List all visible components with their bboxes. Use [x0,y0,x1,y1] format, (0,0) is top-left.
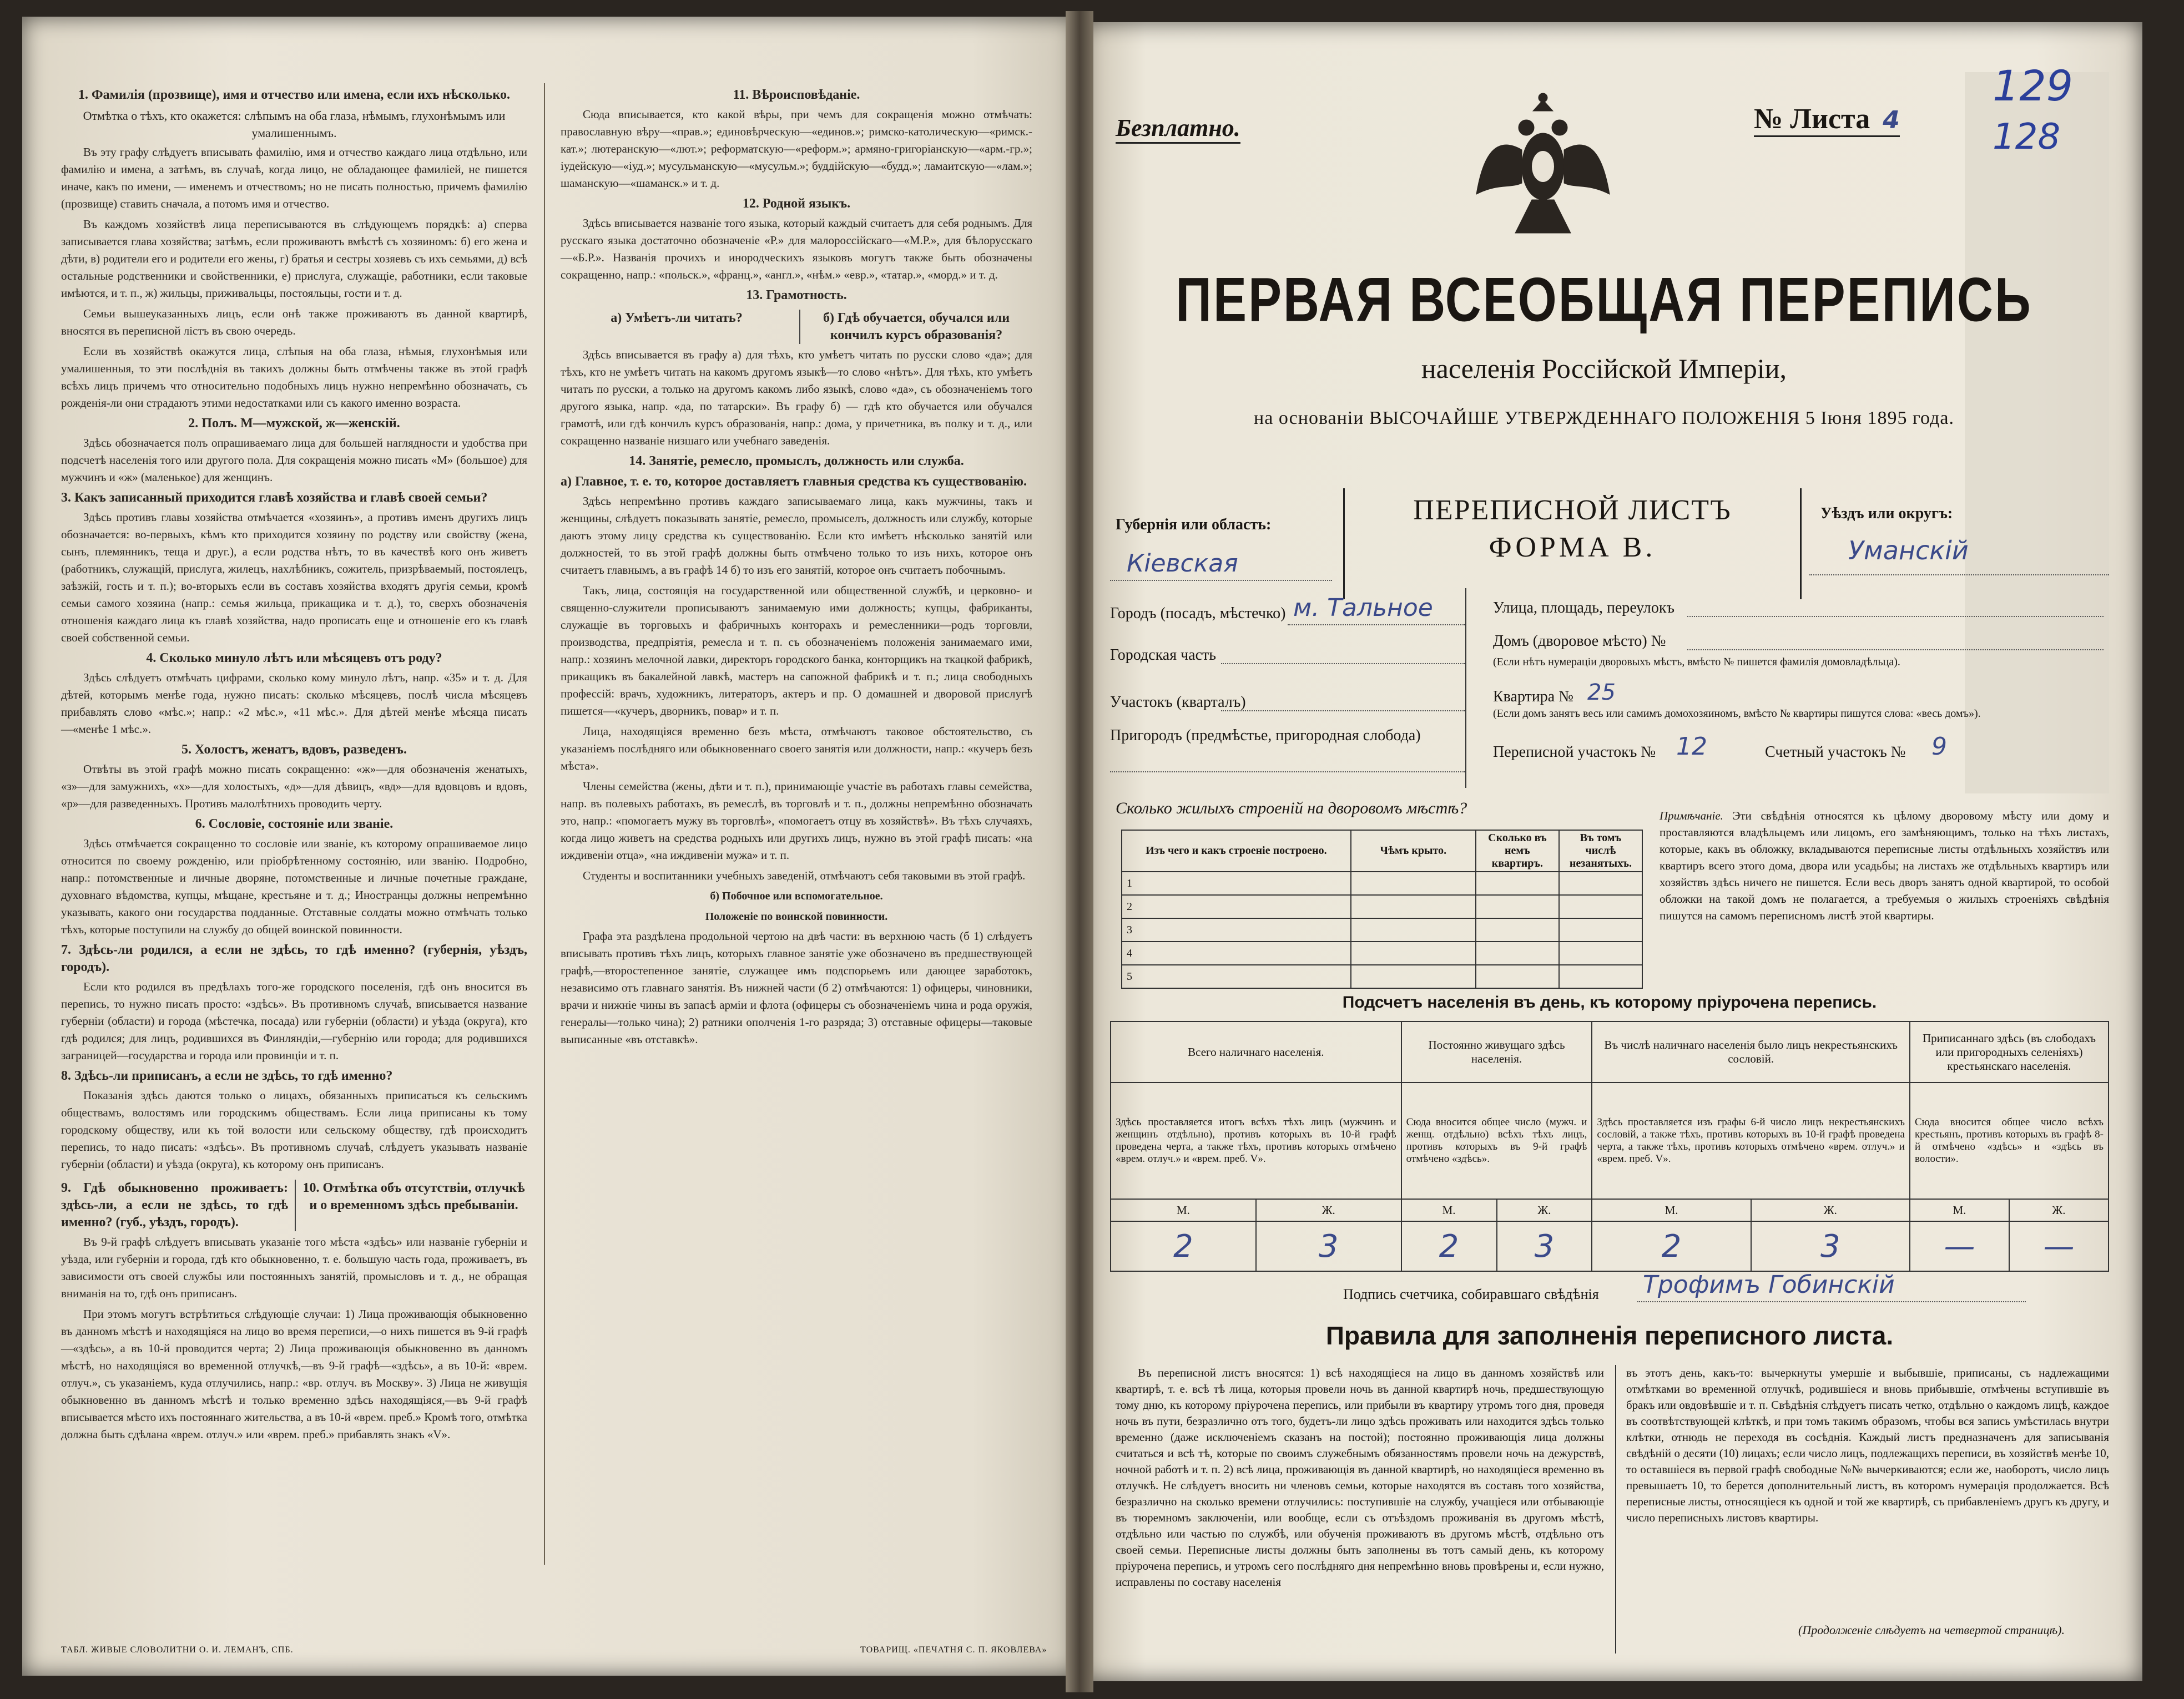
sex-male-header: М. [1592,1199,1751,1221]
section-14-title: 14. Занятіе, ремесло, промыслъ, должность или служба. [629,454,964,468]
underlying-sheet-edge [1965,72,2109,793]
left-column-2 [561,83,1032,1051]
section-9-title: 9. Гдѣ обыкновенно проживаетъ: здѣсь-ли, а если не здѣсь, то гдѣ именно? (губ., уѣздъ, городъ). [61,1181,288,1230]
count-heading: Подсчетъ населенія въ день, къ которому пріурочена перепись. [1342,993,1877,1012]
city-part-line [1221,663,1465,664]
suburb-label: Пригородъ (предмѣстье, пригородная слобода) [1110,727,1421,744]
count-description: Сюда вносится общее число всѣхъ крестьянъ, противъ которыхъ въ графѣ 8-й отмѣчено «здѣсь» и «здѣсь въ волости». [1910,1083,2109,1199]
counter-precinct-value: 9 [1931,732,1947,761]
house-line [1687,649,2104,650]
section-8-title: 8. Здѣсь-ли приписанъ, а если не здѣсь, то гдѣ именно? [61,1069,393,1083]
sheet-number-label [1754,103,1900,137]
section-14-text: Студенты и воспитанники учебныхъ заведеній, отмѣчаютъ себя таковыми въ этой графѣ. [583,869,1026,882]
form-title: ПЕРЕПИСНОЙ ЛИСТЪ [1413,494,1732,526]
imperial-eagle-icon [1471,83,1615,250]
county-label: Уѣздъ или округъ: [1820,505,1953,522]
section-14a-title: а) Главное, т. е. то, которое доставляетъ главныя средства къ существованію. [561,474,1027,489]
count-header: Всего наличнаго населенія. [1111,1022,1401,1083]
section-13-title: 13. Грамотность. [746,288,847,302]
section-2-title: 2. Полъ. М—мужской, ж—женскій. [188,416,400,431]
sheet-number-value: 4 [1883,106,1900,134]
section-5-title: 5. Холостъ, женатъ, вдовъ, разведенъ. [181,742,407,757]
census-subtitle: населенія Россійской Имперіи, [1421,353,1787,384]
printer-footer-left: ТАБЛ. ЖИВЫЕ СЛОВОЛИТНИ О. И. ЛЕМАНЪ, СПБ. [61,1645,294,1655]
section-7-text: Если кто родился въ предѣлахъ того-же городского поселенія, гдѣ онъ вносится въ перепись, то нужно писать просто: «здѣсь». Въ противномъ случаѣ, вписывается название губерніи (области) и города (мѣстечка, посада) или губерніи (области) и уѣзда (округа), кто гдѣ родился; для лицъ, родившихся въ Финляндіи,—губернію или города; для родившихся заграницей—государства и города или провинціи и т. п. [61,980,527,1062]
province-line [1110,580,1332,581]
book-gutter [1066,11,1093,1692]
buildings-note [1660,807,2109,924]
town-value: м. Тальное [1293,594,1433,622]
section-1-text: Въ эту графу слѣдуетъ вписывать фамилію, имя и отчество каждаго лица отдѣльно, или фамилію и имена, а затѣмъ, въ случаѣ, когда лицо, не обладающее фамиліей, не пишется иначе, какъ по имени, — именемъ и отчествомъ; но не писать полностью, причемъ фамилію (прозвище) ставить сначала, а потомъ имя и отчество. [61,145,527,210]
apartment-label: Квартира № [1493,688,1573,705]
buildings-row-number: 5 [1122,965,1351,988]
population-count-table [1110,1021,2109,1272]
section-11-title: 11. Вѣроисповѣданіе. [733,88,860,102]
count-description: Здѣсь проставляется итогъ всѣхъ тѣхъ лицъ (мужчинъ и женщинъ отдѣльно), противъ которыхъ въ 10-й графѣ проведена черта, а также тѣхъ, противъ которыхъ отмѣчено «врем. отлуч.» и «врем. преб. V». [1111,1083,1401,1199]
section-14-text: Члены семейства (жены, дѣти и т. п.), принимающіе участіе въ работахъ главы семейства, напр. въ полевыхъ работахъ, въ ремеслѣ, въ торговлѣ и т. п., должны непремѣнно обозначать это, напр.: «помогаетъ мужу въ торговлѣ», «помогаетъ отцу въ хозяйствѣ». Въ тѣхъ случаяхъ, когда лицо живетъ на средства родныхъ или другихъ лицъ, нужно въ этой графѣ писать: «на иждивеніи отца», «на иждивеніи мужа» и т. п. [561,780,1032,862]
address-divider [1465,588,1466,788]
counter-precinct-label: Счетный участокъ № [1765,744,1906,761]
column-divider [544,83,545,1565]
rules-divider [1615,1365,1616,1654]
form-subtitle: ФОРМА В. [1489,532,1656,563]
section-9-text: При этомъ могутъ встрѣтиться слѣдующіе случаи: 1) Лица проживающія обыкновенно въ данномъ мѣстѣ и находящіяся на лицо во время переписи,—о нихъ пишется въ 9-й графѣ—«здѣсь», а въ 10-й проводится черта; 2) Лица проживающія обыкновенно въ данномъ мѣстѣ, но находящіяся во временной отлучкѣ,—въ 9-й графѣ—«здѣсь», а въ 10-й: «врем. отлуч.», съ указаніемъ, куда отлучились, напр.: «вр. отлуч. въ Москву». 3) Лица не живущія обыкновенно въ данномъ мѣстѣ и только временно здѣсь находящіяся,—въ 9-й графѣ вписывается мѣсто ихъ постояннаго жительства, а въ 10-й «врем. преб.» Кромѣ того, отмѣтка должна быть сдѣлана «врем. отлуч.» или «врем. преб.» прибавлять знакъ «V». [61,1307,527,1441]
note-title: Примѣчаніе. [1660,809,1723,822]
signature-line [1637,1301,2026,1302]
form-box [1343,488,1802,599]
section-10-title: 10. Отмѣтка объ отсутствіи, отлучкѣ и о временномъ здѣсь пребываніи. [295,1180,527,1231]
count-header: Постоянно живущаго здѣсь населенія. [1401,1022,1592,1083]
count-header: Приписаннаго здѣсь (въ слободахъ или пригородныхъ селеніяхъ) крестьянскаго населенія. [1910,1022,2109,1083]
count-header: Въ числѣ наличнаго населенія было лицъ некрестьянскихъ сословій. [1592,1022,1910,1083]
section-14b-title: б) Побочное или вспомогательное. [710,890,883,902]
count-description: Сюда вносится общее число (мужч. и женщ. отдѣльно) всѣхъ тѣхъ лицъ, противъ которыхъ въ 9-й графѣ отмѣчено «здѣсь». [1401,1083,1592,1199]
section-2-text: Здѣсь обозначается полъ опрашиваемаго лица для большей наглядности и удобства при подсчетѣ населенія того или другого пола. Для сокращенія можно писать «М» (большое) для мужчинъ и «ж» (маленькое) для женщинъ. [61,436,527,484]
sex-female-header: Ж. [1751,1199,1910,1221]
sex-female-header: Ж. [1497,1199,1592,1221]
section-12-text: Здѣсь вписывается названіе того языка, который каждый считаетъ для себя роднымъ. Для русскаго языка достаточно обозначеніе «Р.» для малороссійскаго—«М.Р.», для бѣлорусскаго—«Б.Р.». Названія прочихъ и инородческихъ языковъ могутъ также быть обозначены сокращенно, напр.: «польск.», «франц.», «англ.», «нѣм.» «евр.», «татар.», «морд.» и т. д. [561,216,1032,281]
count-value: 2 [1592,1221,1751,1271]
count-value: 3 [1751,1221,1910,1271]
precinct-label: Участокъ (кварталъ) [1110,694,1246,711]
town-line [1288,624,1465,625]
section-14-military-note: Положеніе по воинской повинности. [705,911,888,923]
sex-male-header: М. [1910,1199,2009,1221]
street-label: Улица, площадь, переулокъ [1493,599,1674,616]
precinct-line [1221,710,1465,711]
section-14-text: Графа эта раздѣлена продольной чертою на двѣ части: въ верхнюю часть (б 1) слѣдуетъ вписывать противъ тѣхъ лицъ, которыхъ главное занятіе уже обозначено въ предшествующей графѣ,—второстепенное занятіе, служащее имъ подспорьемъ или дающее заработокъ, независимо отъ главнаго занятія. Въ нижней части (б 2) отмѣчаются: 1) офицеры, чиновники, врачи и нижніе чины въ запасѣ арміи и флота (офицеры съ обозначеніемъ чина и рода оружія, генералы—только чина); 2) ратники ополченія 1-го разряда; 3) отставные офицеры—таковые выписанные «въ отставкѣ». [561,929,1032,1046]
buildings-table [1121,830,1643,989]
buildings-header: Чѣмъ крыто. [1351,830,1476,872]
count-value: — [2009,1221,2109,1271]
section-5-text: Отвѣты въ этой графѣ можно писать сокращенно: «ж»—для обозначенія женатыхъ, «з»—для замужнихъ, «х»—для холостыхъ, «д»—для дѣвицъ, «вд»—для вдовцовъ и вдовъ, «р»—для разведенныхъ. Противъ малолѣтнихъ проводить черту. [61,762,527,810]
section-14-text: Такъ, лица, состоящія на государственной или общественной службѣ, и церковно- и священно-служители прописываютъ занимаемую ими должность; купцы, фабриканты, служащіе въ торговыхъ и фабричныхъ конторахъ и ремесленники—родъ торговли, производства, предпріятія, ремесла и т. п. съ обозначеніемъ положенія занимаемаго ими, напр.: хозяинъ мелочной лавки, директоръ городского банка, конторщикъ на ткацкой фабрикѣ, прикащикъ въ бакалейной лавкѣ, мастеръ на сапожной фабрикѣ и т. п.; лица свободныхъ профессій: врачъ, художникъ, литераторъ, актеръ и пр. О домашней и дворовой прислугѣ пишется—«кучеръ, дворникъ, повар» и т. п. [561,584,1032,717]
town-label: Городъ (посадъ, мѣстечко) [1110,605,1286,622]
count-description: Здѣсь проставляется изъ графы 6-й число лицъ некрестьянскихъ сословій, а также тѣхъ, противъ которыхъ въ 10-й графѣ проведена черта, а также тѣхъ, противъ которыхъ отмѣчено «врем. отлуч.» и «врем. преб. V». [1592,1083,1910,1199]
count-value: 2 [1111,1221,1256,1271]
buildings-row-number: 3 [1122,918,1351,942]
street-line [1687,616,2104,617]
section-13-text: Здѣсь вписывается въ графу а) для тѣхъ, кто умѣетъ читать по русски слово «да»; для тѣхъ, кто не умѣетъ читать на какомъ другомъ языкѣ—то слово «нѣтъ». Для тѣхъ, кто умѣетъ читать по русски, а только на другомъ какомъ либо языкѣ, слово «да», съ обозначеніемъ того другого языка, напр. «да, по татарски». Въ графу б) — гдѣ кто обучается или обучался грамотѣ, или гдѣ кончилъ курсъ образованія, напр.: дома, у причетника, въ полку и т. д., или сокращенно названіе низшаго или учебнаго заведенія. [561,348,1032,447]
buildings-row-number: 1 [1122,872,1351,895]
signature-label: Подпись счетчика, собиравшаго свѣдѣнія [1343,1286,1599,1302]
section-3-title: 3. Какъ записанный приходится главѣ хозяйства и главѣ своей семьи? [61,491,488,505]
section-1-title: 1. Фамилія (прозвище), имя и отчество или имена, если ихъ нѣсколько. [78,88,510,102]
count-value: 3 [1256,1221,1401,1271]
apartment-note: (Если домъ занятъ весь или самимъ домохозяиномъ, вмѣсто № квартиры пишутся слова: «весь домъ»). [1493,707,1981,720]
sheet-number-text: № Листа [1754,103,1870,135]
suburb-line [1110,771,1465,772]
rules-heading: Правила для заполненія переписного листа. [1325,1321,1894,1350]
left-column-1 [61,83,527,1447]
apartment-value: 25 [1587,680,1616,705]
section-13a-title: а) Умѣетъ-ли читать? [611,311,743,325]
section-6-title: 6. Сословіе, состояніе или званіе. [195,817,394,831]
section-13b-title: б) Гдѣ обучается, обучался или кончилъ курсъ образованія? [799,310,1032,344]
census-title: ПЕРВАЯ ВСЕОБЩАЯ ПЕРЕПИСЬ [1176,265,2032,335]
section-1-note: Отмѣтка о тѣхъ, кто окажется: слѣпымъ на оба глаза, нѣмымъ, глухонѣмымъ или умалишеннымъ. [83,109,506,140]
house-label: Домъ (дворовое мѣсто) № [1493,633,1666,650]
archive-number-1: 129 [1993,61,2074,110]
free-label: Безплатно. [1116,114,1240,144]
section-1-text: Если въ хозяйствѣ окажутся лица, слѣпыя на оба глаза, нѣмыя, глухонѣмыя или умалишенныя, то эти послѣднія въ такихъ должны быть отмѣчены также въ этой графѣ всѣхъ лицъ причемъ что относительно подобныхъ лицъ нужно непремѣнно обозначать, съ рожденія-ли они страдаютъ этими недостатками или съ какого именно возраста. [61,345,527,409]
rules-column-2: въ этотъ день, какъ-то: вычеркнуты умершіе и выбывшіе, приписаны, съ надлежащими отмѣтками во временной отлучкѣ, родившіеся и вновь прибывшіе, отмѣчены вступившіе въ бракъ или овдовѣвшіе и т. п. Свѣдѣнія слѣдуетъ писать четко, отдѣльно о каждомъ лицѣ, каждое въ соотвѣтствующей клѣткѣ, и при томъ такимъ образомъ, чтобы вся запись умѣстилась внутри клѣтки, отнюдь не переходя въ сосѣднія. Каждый листъ предназначенъ для записыванія свѣдѣній о десяти (10) лицахъ; если число лицъ, подлежащихъ переписи, въ хозяйствѣ менѣе 10, то оставшіеся въ первой графѣ свободные №№ вычеркиваются; если же, наоборотъ, число лицъ превышаетъ 10, то берется дополнительный листъ, въ которомъ нумерація продолжается. Всѣ переписные листы, относящіеся къ одной и той же квартирѣ, съ прибавленіемъ другъ къ другу, и число переписныхъ листовъ квартиры. [1626,1366,2109,1524]
buildings-header: Въ томъ числѣ незанятыхъ. [1559,830,1642,872]
count-value: 2 [1401,1221,1497,1271]
county-value: Уманскій [1848,535,1969,565]
section-14-text: Лица, находящіяся временно безъ мѣста, отмѣчаютъ таковое обстоятельство, съ указаніемъ послѣдняго или обыкновеннаго своего занятія или должности, напр.: «кучеръ безъ мѣста». [561,725,1032,772]
section-12-title: 12. Родной языкъ. [742,196,851,211]
province-value: Кіевская [1127,549,1238,578]
section-6-text: Здѣсь отмѣчается сокращенно то сословіе или званіе, къ которому опрашиваемое лицо относится по своему рожденію, или пріобрѣтенному состоянію, или званію. Подробно, напр.: потомственные и личные дворяне, потомственные и личные почетные граждане, духовнаго вѣдомства, купцы, мѣщане, крестьяне и т. д.; Иностранцы должны непремѣнно указывать, какого они государства подданные. Отставные солдаты можно отмѣчать только тѣхъ, которые поступили на службу до общей воинской повинности. [61,837,527,936]
continue-note: (Продолженіе слѣдуетъ на четвертой страницѣ). [1798,1623,2065,1637]
sex-female-header: Ж. [2009,1199,2109,1221]
city-part-label: Городская часть [1110,646,1217,664]
buildings-header: Изъ чего и какъ строеніе построено. [1122,830,1351,872]
section-14-text: Здѣсь непремѣнно противъ каждаго записываемаго лица, какъ мужчины, такъ и женщины, слѣдуетъ показывать занятіе, ремесло, промыселъ, должность или службу, которые даютъ этому лицу средства къ существованію. Если кто имѣетъ нѣсколько занятій или должностей, то въ этой графѣ должны быть отмѣчено только то изъ нихъ, которое онъ считаетъ главнымъ, а въ графѣ 14 б) то изъ его занятій, которое онъ считаетъ побочнымъ. [561,494,1032,577]
province-label: Губернія или область: [1116,516,1272,533]
signature-value: Трофимъ Гобинскій [1643,1271,1895,1299]
sex-male-header: М. [1401,1199,1497,1221]
buildings-row-number: 4 [1122,942,1351,965]
census-basis: на основаніи ВЫСОЧАЙШЕ УТВЕРЖДЕННАГО ПОЛОЖЕНІЯ 5 Іюня 1895 года. [1254,408,1954,428]
count-value: — [1910,1221,2009,1271]
census-precinct-value: 12 [1676,732,1707,761]
county-line [1809,574,2109,575]
section-7-title: 7. Здѣсь-ли родился, а если не здѣсь, то гдѣ именно? (губернія, уѣздъ, городъ). [61,943,527,974]
sex-female-header: Ж. [1256,1199,1401,1221]
section-11-text: Сюда вписывается, кто какой вѣры, при чемъ для сокращенія можно отмѣчать: православную вѣру—«прав.»; единовѣрческую—«единов.»; римско-католическую—«римск.-кат.»; лютеранскую—«лют.»; реформатскую—«реформ.»; армяно-григоріанскую—«арм.-гр.»; іудейскую—«іуд.»; мусульманскую—«мусульм.»; буддійскую—«будд.»; ламаитскую—«лам.»; шаманскую—«шаманск.» и т. д. [561,108,1032,190]
count-value: 3 [1497,1221,1592,1271]
archive-number-2: 128 [1993,117,2061,158]
house-note: (Если нѣтъ нумераціи дворовыхъ мѣстъ, вмѣсто № пишется фамилія домовладѣльца). [1493,656,1900,668]
rules-column-1: Въ переписной листъ вносятся: 1) всѣ находящіеся на лицо въ данномъ хозяйствѣ или квартирѣ, т. е. всѣ тѣ лица, которыя провели ночь въ данной квартирѣ ночь, предшествующую тому дню, къ которому пріурочена перепись, или прибыли въ квартиру утромъ того дня, проведя ночь въ пути, безразлично отъ того, будетъ-ли лицо здѣсь проживать или находится здѣсь только временно (даже исключеніемъ сказанъ на постой); постоянно проживающія лица должны считаться и всѣ тѣ, которые по своимъ служебнымъ обязанностямъ провели ночь на дежурствѣ, ночной работѣ и т. п. 2) всѣ лица, проживающія въ данной квартирѣ, но находящіеся временно въ отлучкѣ. Не слѣдуетъ вносить ни членовъ семьи, которые находятся въ составъ того хозяйства, безразлично на сколько времени отлучились: поступившіе на службу, учащіеся или отбывающіе въ тюремномъ заключеніи, или вообще, если съ отъѣздомъ проживанія въ другомъ мѣстѣ, отдѣльно или частью по службѣ, или обученія проживаютъ въ другомъ мѣстѣ, отдѣльно отъ своей семьи. Переписные листы должны быть заполнены въ тотъ самый день, къ которому пріурочена перепись, и утромъ сего послѣдняго дня непремѣнно вновь провѣрены и, если нужно, исправлены по составу населенія [1116,1366,1604,1589]
section-9-text: Въ 9-й графѣ слѣдуетъ вписывать указаніе того мѣста «здѣсь» или названіе губерніи и уѣзда, или губерніи и города, гдѣ кто обыкновенно, т. е. большую часть года, проживаетъ, въ зависимости отъ своей службы или постоянныхъ занятій, промысловъ и т. д., не обращая вниманія на то, гдѣ онъ приписанъ. [61,1235,527,1300]
section-8-text: Показанія здѣсь даются только о лицахъ, обязанныхъ приписаться къ сельскимъ обществамъ, волостямъ или городскимъ обществамъ. Если лица приписаны къ тому городскому обществу, или къ той волости или сельскому обществу, гдѣ происходитъ перепись, то надо писать: «здѣсь». Въ противномъ случаѣ, слѣдуетъ указывать названіе губерніи (области) и уѣзда (округа), къ которому онъ приписанъ. [61,1089,527,1171]
section-3-text: Здѣсь противъ главы хозяйства отмѣчается «хозяинъ», а противъ именъ другихъ лицъ обозначается: во-первыхъ, кѣмъ кто приходится хозяину по родству или свойству (жена, сынъ, племянникъ, теща и друг.), а если родства нѣтъ, то въ качествѣ кого онъ живетъ (работникъ, служащій, прислуга, жилецъ, нахлѣбникъ, сожитель, призрѣваемый, постоялецъ, заѣзжій, гость и т. п.); во-вторыхъ если въ составъ хозяйства входятъ другія семьи, кромѣ семьи самого хозяина (напр.: семья жильца, прикащика и т. д.), то, сверхъ обозначенія отношенія каждаго лица къ главѣ хозяйства, надо прописать еще и отношеніе его къ главѣ своей собственной семьи. [61,510,527,644]
section-4-title: 4. Сколько минуло лѣтъ или мѣсяцевъ отъ роду? [146,651,442,665]
section-1-text: Въ каждомъ хозяйствѣ лица переписываются въ слѣдующемъ порядкѣ: а) сперва записывается глава хозяйства; затѣмъ, если проживаютъ вмѣстѣ съ хозяиномъ: б) его жена и дѣти, в) родители его и родители его жены, г) братья и сестры хозяевъ съ ихъ семьями, д) всѣ остальные родственники и свойственники, е) прислуга, служащіе, работники, если таковые имѣются, и т. п., ж) жильцы, приживальцы, постояльцы, гости и т. д. [61,218,527,300]
section-4-text: Здѣсь слѣдуетъ отмѣчать цифрами, сколько кому минуло лѣтъ, напр. «35» и т. д. Для дѣтей, которымъ менѣе года, нужно писать: сколько мѣсяцевъ, послѣ числа мѣсяцевъ прибавлять слово «мѣс.»; напр.: «2 мѣс.», «11 мѣс.». Для дѣтей менѣе мѣсяца писать—«менѣе 1 мѣс.». [61,671,527,736]
buildings-heading: Сколько жилыхъ строеній на дворовомъ мѣстѣ? [1116,799,1467,817]
sex-male-header: М. [1111,1199,1256,1221]
note-text: Эти свѣдѣнія относятся къ цѣлому дворовому мѣсту или дому и проставляются владѣльцемъ или лицомъ, его замѣняющимъ, только на тѣхъ листахъ, которые, какъ въ обложку, вкладываются переписные листы отдѣльныхъ хозяйствъ или квартиръ всего этого дома, двора или усадьбы; на листахъ же отдѣльныхъ квартиръ или хозяйствъ здѣсь ничего не пишется. Если весь дворъ занятъ одной квартирой, то особой обложки на такой домъ не полагается, а требуемыя о жилыхъ строеніяхъ свѣдѣнія пишутся на самомъ переписномъ листѣ этой квартиры. [1660,809,2109,922]
printer-footer-right: ТОВАРИЩ. «ПЕЧАТНЯ С. П. ЯКОВЛЕВА» [860,1645,1047,1655]
buildings-row-number: 2 [1122,895,1351,918]
census-precinct-label: Переписной участокъ № [1493,744,1656,761]
buildings-header: Сколько въ немъ квартиръ. [1476,830,1559,872]
section-1-text: Семьи вышеуказанныхъ лицъ, если онѣ также проживаютъ въ данной квартирѣ, вносятся въ переписной лістъ въ свою очередь. [61,307,527,337]
